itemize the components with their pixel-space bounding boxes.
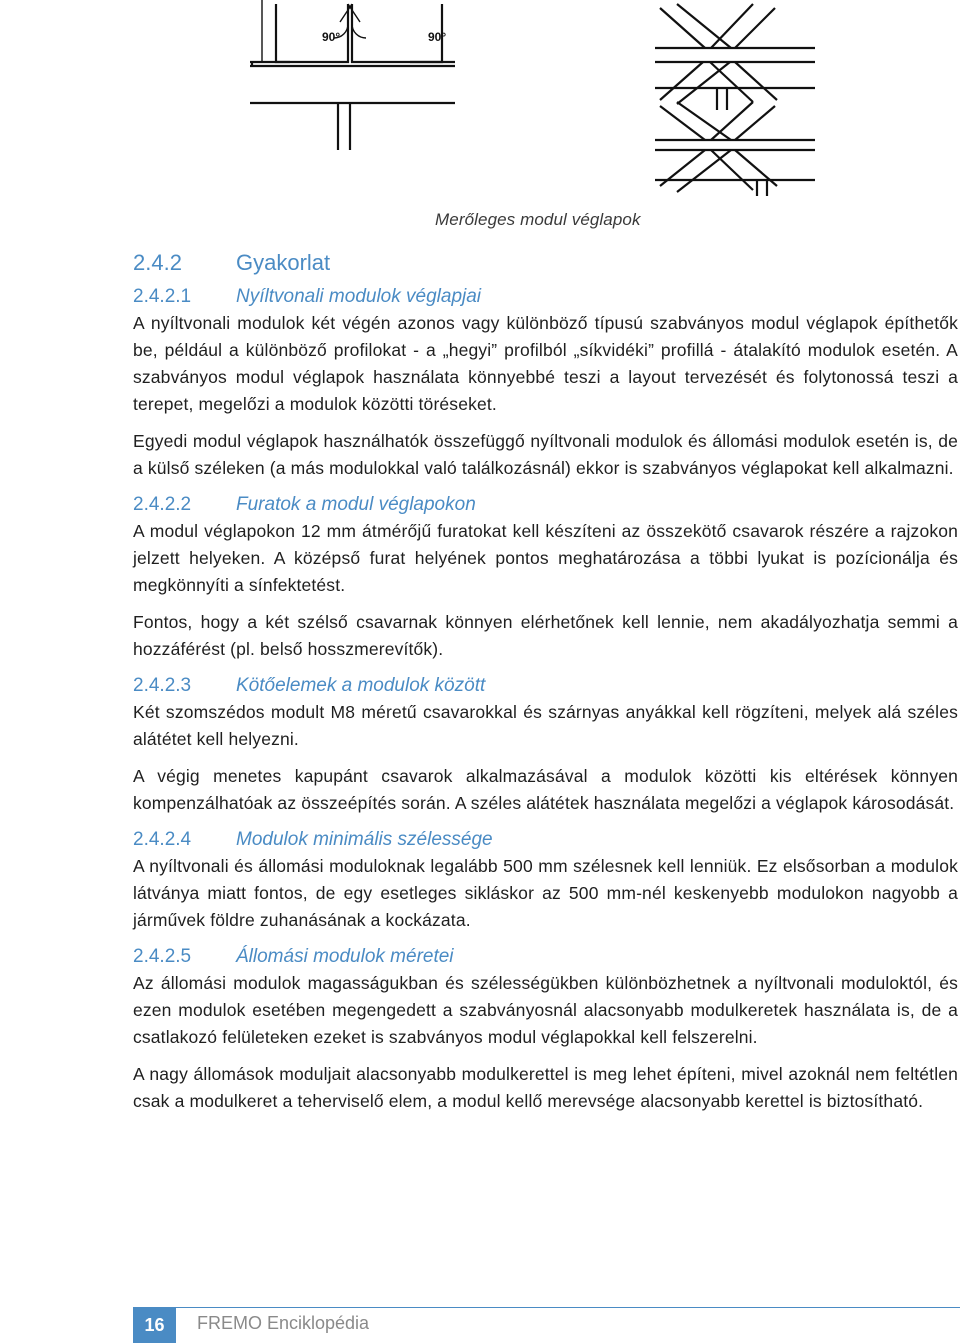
subsection-number: 2.4.2.5 (133, 946, 192, 967)
paragraph: A nyíltvonali modulok két végén azonos vagy különböző típusú szabványos modul véglapok építhetők be, például a különböző profilokat - a „hegyi” profilból „síkvidéki” profillá - átalakító modulok esetén. A szabványos modul véglapok használata könnyebbé teszi a layout tervezését és folytonossá teszi a terepet, megelőzi a modulok közötti töréseket. (133, 313, 958, 414)
subsection-title: Modulok minimális szélessége (236, 829, 493, 850)
paragraph: Egyedi modul véglapok használhatók összefüggő nyíltvonali modulok és állomási modulok esetén is, de a külső széleken (a más modulokkal való találkozásnál) ekkor is szabványos véglapokat kell alkalmazni. (133, 431, 958, 478)
footer-title: FREMO Enciklopédia (197, 1313, 370, 1333)
end-plate-figure (250, 0, 960, 200)
footer-rule (176, 1307, 960, 1308)
subsection-title: Furatok a modul véglapokon (236, 494, 476, 515)
section-number: 2.4.2 (133, 250, 182, 275)
subsection-heading (133, 673, 958, 699)
subsection-number: 2.4.2.1 (133, 286, 192, 307)
subsection-heading (133, 944, 958, 970)
paragraph: A modul véglapokon 12 mm átmérőjű furatokat kell készíteni az összekötő csavarok részére a rajzokon jelzett helyeken. A középső furat helyének pontos meghatározása a többi lyukat is pozícionálja és megkönnyíti a sínfektetést. (133, 521, 958, 595)
paragraph: Fontos, hogy a két szélső csavarnak könnyen elérhetőnek kell lennie, nem akadályozhatja semmi a hozzáférést (pl. belső hosszmerevítők). (133, 612, 958, 659)
paragraph: A nyíltvonali és állomási moduloknak legalább 500 mm szélesnek kell lenniük. Ez elsősorban a modulok látványa miatt fontos, de egy esetleges sikláskor az 500 mm-nél keskenyebb modulokon nagyobb a járművek földre zuhanásának a kockázata. (133, 856, 958, 930)
subsection-number: 2.4.2.3 (133, 675, 192, 696)
subsection-title: Kötőelemek a modulok között (236, 675, 486, 696)
page-number: 16 (133, 1307, 176, 1343)
paragraph: A végig menetes kapupánt csavarok alkalmazásával a modulok közötti kis eltérések könnyen kompenzálhatóak az összeépítés során. A széles alátétek használata megelőzi a véglapok károsodását. (133, 766, 958, 813)
figure-caption: Merőleges modul véglapok (435, 210, 641, 229)
paragraph: A nagy állomások moduljait alacsonyabb modulkerettel is meg lehet építeni, mivel azoknál nem feltétlen csak a modulkeret a teherviselő elem, a modul kellő merevsége alacsonyabb kerettel is biztosítható. (133, 1064, 958, 1111)
subsection-number: 2.4.2.2 (133, 494, 192, 515)
subsection-title: Nyíltvonali modulok véglapjai (236, 286, 482, 307)
end-plate-diagram (250, 0, 960, 200)
subsection-number: 2.4.2.4 (133, 829, 192, 850)
paragraph: Az állomási modulok magasságukban és szélességükben különbözhetnek a nyíltvonali moduloktól, és ezen modulok esetében megengedett a szabványosnál alacsonyabb modulkeretek használata is, de a csatlakozó felületeken ezeket is szabványos modul véglapokkal kell felszerelni. (133, 973, 958, 1047)
angle-label-right: 90° (428, 30, 447, 44)
section-title: Gyakorlat (236, 250, 331, 275)
subsection-heading (133, 492, 958, 518)
angle-label-left: 90° (322, 30, 341, 44)
subsection-title: Állomási modulok méretei (236, 946, 454, 967)
paragraph: Két szomszédos modult M8 méretű csavarokkal és szárnyas anyákkal kell rögzíteni, melyek alá széles alátétet kell helyezni. (133, 702, 958, 749)
page-content (133, 246, 958, 1125)
subsection-heading (133, 284, 958, 310)
section-heading (133, 246, 958, 280)
subsection-heading (133, 827, 958, 853)
